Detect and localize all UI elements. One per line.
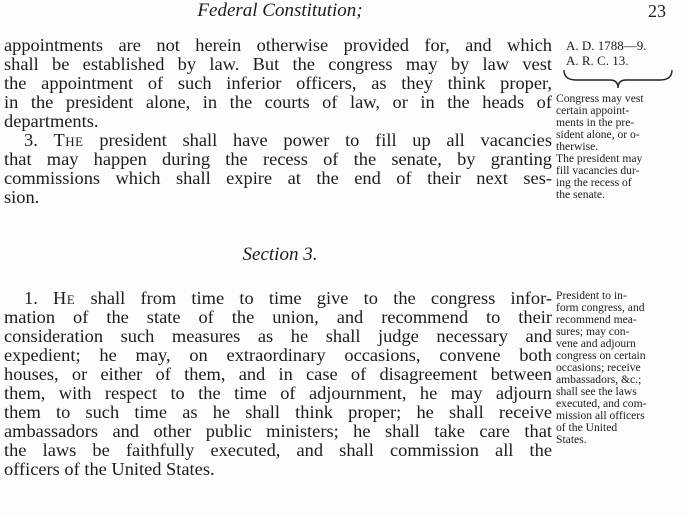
text-line: ambassadors and other public ministers; he shall take care that [4,422,552,441]
text-line: expedient; he may, on extraordinary occasions, convene both [4,346,552,365]
running-title: Federal Constitution; [197,0,363,21]
margin-note-line: of the United [556,422,618,434]
paragraph-number: 1. [24,289,38,308]
text-line: the appointment of such inferior officers, as they think proper, [4,74,552,93]
paragraph-number: 3. [24,131,38,150]
text-line: commissions which shall expire at the end of their next ses- [4,169,552,188]
text-line: them to such time as he shall think proper; he shall receive [4,403,552,422]
text-line: consideration such measures as he shall judge necessary and [4,327,552,346]
section-heading: Section 3. [242,244,318,265]
margin-note-line: sident alone, or o- [556,129,640,141]
margin-note-line: congress on certain [556,350,646,362]
margin-note-line: recommend mea- [556,314,637,326]
margin-note-president-duties [556,290,684,446]
paragraph-vacancies [4,131,552,207]
margin-note-line: shall see the laws [556,386,637,398]
margin-note-line: ments in the pre- [556,117,635,129]
margin-note-appointments [556,93,684,201]
page-number: 23 [648,1,666,21]
margin-note-line: sures; may con- [556,326,630,338]
text-run: shall from time to time give to the congress infor- [90,289,552,308]
brace-ornament [562,68,674,90]
margin-note-line: mission all officers [556,410,645,422]
paragraph-appointments [4,36,552,131]
text-line: mation of the state of the union, and recommend to their [4,308,552,327]
lead-word: The [53,131,84,150]
margin-note-line: President to in- [556,290,627,302]
margin-note-line: the senate. [556,189,605,201]
text-line: the laws be faithfully executed, and shall commission all the [4,441,552,460]
text-line: houses, or either of them, and in case of disagreement between [4,365,552,384]
margin-note-line: ing the recess of [556,177,632,189]
margin-note-line: form congress, and [556,302,645,314]
margin-note-line: occasions; receive [556,362,641,374]
text-run: president shall have power to fill up all vacancies [99,131,552,150]
margin-note-line: States. [556,434,587,446]
text-line [4,131,552,150]
margin-note-line: therwise. [556,141,599,153]
text-line: them, with respect to the time of adjournment, he may adjourn [4,384,552,403]
text-line: shall be established by law. But the congress may by law vest [4,55,552,74]
margin-date-note [566,38,647,68]
margin-note-line: vene and adjourn [556,338,636,350]
margin-date-line: A. R. C. 13. [566,53,629,68]
margin-note-line: certain appoint- [556,105,630,117]
margin-note-line: ambassadors, &c.; [556,374,642,386]
margin-note-line: executed, and com- [556,398,647,410]
text-line: sion. [4,188,40,207]
margin-note-line: Congress may vest [556,93,644,105]
margin-note-line: The president may [556,153,643,165]
margin-note-line: fill vacancies dur- [556,165,640,177]
lead-word: He [53,289,76,308]
text-line: in the president alone, in the courts of law, or in the heads of [4,93,552,112]
margin-date-line: A. D. 1788—9. [566,38,647,53]
text-line [4,289,552,308]
text-line: departments. [4,112,99,131]
text-line: that may happen during the recess of the senate, by granting [4,150,552,169]
text-line: appointments are not herein otherwise provided for, and which [4,36,552,55]
text-line: officers of the United States. [4,460,215,479]
paragraph-president-duties [4,289,552,479]
